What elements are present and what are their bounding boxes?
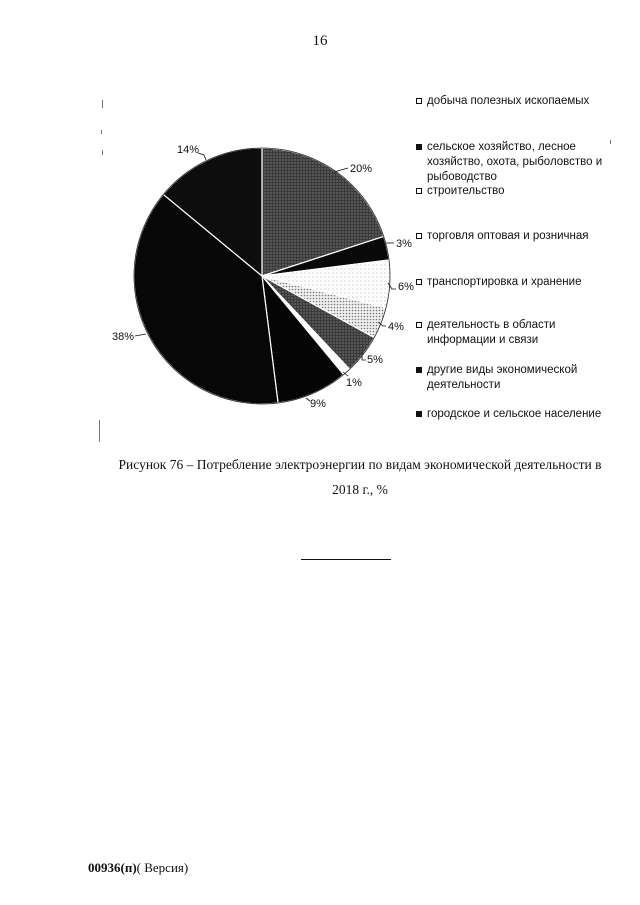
legend-swatch — [416, 188, 422, 194]
legend-swatch — [416, 411, 422, 417]
pie-data-label: 1% — [346, 377, 362, 389]
pie-data-label: 38% — [112, 331, 135, 343]
legend-label: транспортировка и хранение — [427, 276, 582, 288]
pie-data-label: 5% — [367, 354, 383, 366]
legend-item-agriculture — [416, 140, 616, 185]
scan-mark — [101, 130, 102, 134]
pie-slices — [134, 148, 390, 404]
page-number: 16 — [312, 33, 328, 49]
legend-label: деятельность в области информации и связи — [427, 319, 556, 346]
legend-label: строительство — [427, 185, 505, 197]
document-code — [88, 860, 188, 876]
pie-leader-line — [198, 153, 206, 160]
footnote-separator — [301, 559, 391, 560]
pie-data-label: 3% — [396, 238, 412, 250]
legend-label: торговля оптовая и розничная — [427, 230, 589, 242]
caption-line-2: 2018 г., % — [332, 482, 388, 497]
legend-item-transport — [416, 275, 616, 290]
legend-swatch — [416, 279, 422, 285]
legend-item-other — [416, 363, 616, 393]
legend-label: сельское хозяйство, лесное хозяйство, охота, рыболовство и рыбоводство — [427, 141, 603, 183]
pie-data-label: 14% — [177, 144, 200, 156]
scan-mark — [99, 420, 100, 442]
caption-line-1: Рисунок 76 – Потребление электроэнергии по видам экономической деятельности в — [118, 457, 602, 472]
legend-item-trade — [416, 229, 616, 244]
scan-mark — [102, 100, 103, 108]
pie-data-label: 6% — [398, 281, 414, 293]
legend-swatch — [416, 233, 422, 239]
pie-data-label: 4% — [388, 321, 404, 333]
legend-item-mining — [416, 94, 616, 109]
legend-swatch — [416, 367, 422, 373]
document-code-number: 00936(п) — [88, 860, 137, 875]
pie-leader-line — [334, 168, 348, 172]
pie-data-label: 9% — [310, 398, 326, 410]
legend-swatch — [416, 144, 422, 150]
legend-label: городское и сельское население — [427, 408, 602, 420]
scan-mark — [610, 140, 611, 144]
legend-swatch — [416, 322, 422, 328]
legend-swatch — [416, 98, 422, 104]
document-code-version: ( Версия) — [136, 860, 189, 875]
scan-mark — [102, 150, 103, 155]
legend-item-construction — [416, 184, 616, 199]
legend-label: другие виды экономической деятельности — [427, 364, 578, 391]
pie-leader-line — [135, 334, 146, 336]
legend-item-information — [416, 318, 616, 348]
legend-item-population — [416, 407, 616, 422]
figure-caption — [100, 452, 620, 502]
pie-data-label: 20% — [350, 163, 373, 175]
legend-label: добыча полезных ископаемых — [427, 95, 590, 107]
